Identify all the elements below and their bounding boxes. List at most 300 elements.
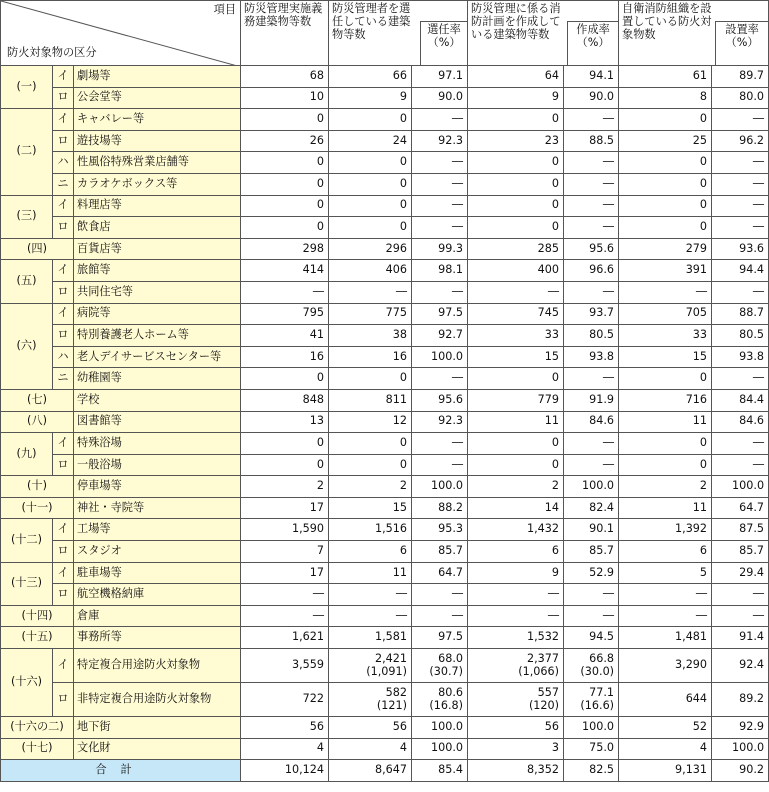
- cell-value: 94.1: [589, 68, 615, 82]
- table-cell: [712, 109, 769, 131]
- table-cell: [241, 717, 329, 739]
- category-group: (八): [1, 411, 74, 433]
- category-sub: イ: [53, 519, 74, 541]
- col-appoint-rate-label: 選任率（%）: [420, 21, 467, 65]
- cell-value: 0: [316, 435, 325, 449]
- table-cell: [564, 195, 619, 217]
- category-group: (五): [1, 260, 53, 303]
- category-name: 性風俗特殊営業店舗等: [74, 152, 241, 174]
- table-cell: [712, 717, 769, 739]
- cell-value: ―: [752, 608, 765, 622]
- table-cell: [329, 541, 412, 563]
- cell-value: 92.9: [739, 719, 765, 733]
- table-row: [1, 433, 769, 455]
- category-name: 非特定複合用途防火対象物: [74, 683, 241, 717]
- table-cell: [241, 109, 329, 131]
- cell-value: 0: [551, 457, 560, 471]
- table-cell: [712, 627, 769, 649]
- table-cell: [619, 195, 712, 217]
- table-cell: [329, 519, 412, 541]
- total-cell: 8,352: [468, 760, 564, 782]
- cell-value: 0: [551, 435, 560, 449]
- table-cell: [329, 683, 412, 717]
- cell-value: 12: [392, 414, 408, 428]
- cell-value: 0: [699, 198, 708, 212]
- cell-paren-value: (16.6): [580, 698, 615, 712]
- cell-value: 84.6: [589, 414, 615, 428]
- table-cell: [468, 238, 564, 260]
- category-group: (十四): [1, 605, 74, 627]
- cell-value: ―: [602, 176, 615, 190]
- table-cell: [329, 87, 412, 109]
- cell-value: 93.6: [739, 241, 765, 255]
- cell-value: 88.7: [739, 306, 765, 320]
- cell-value: 84.4: [739, 392, 765, 406]
- table-cell: [619, 476, 712, 498]
- table-row: [1, 627, 769, 649]
- table-cell: [412, 260, 468, 282]
- table-cell: [468, 605, 564, 627]
- total-cell: 82.5: [564, 760, 619, 782]
- total-cell: 10,124: [241, 760, 329, 782]
- col-required-header: 防災管理実施義務建築物等数: [241, 1, 329, 66]
- table-cell: [468, 195, 564, 217]
- cell-value: 11: [692, 414, 708, 428]
- table-cell: [329, 346, 412, 368]
- table-row: [1, 497, 769, 519]
- cell-value: 0: [699, 371, 708, 385]
- table-cell: [468, 389, 564, 411]
- table-cell: [241, 325, 329, 347]
- cell-value: 15: [544, 349, 560, 363]
- table-cell: [412, 584, 468, 606]
- table-cell: [468, 66, 564, 88]
- table-cell: [619, 368, 712, 390]
- table-cell: [329, 389, 412, 411]
- col-org-header: [619, 1, 769, 66]
- cell-value: 96.2: [739, 133, 765, 147]
- category-group: (十六): [1, 649, 53, 717]
- table-cell: [712, 497, 769, 519]
- cell-value: 1,621: [291, 630, 325, 644]
- cell-value: ―: [602, 371, 615, 385]
- cell-value: 100.0: [582, 719, 615, 733]
- cell-value: ―: [547, 608, 560, 622]
- category-sub: イ: [53, 66, 74, 88]
- category-name: 劇場等: [74, 66, 241, 88]
- cell-value: 0: [551, 198, 560, 212]
- table-cell: [329, 260, 412, 282]
- table-cell: [241, 683, 329, 717]
- table-row: [1, 238, 769, 260]
- cell-value: 15: [692, 349, 708, 363]
- corner-header: [1, 1, 241, 66]
- cell-value: 93.7: [589, 306, 615, 320]
- table-cell: [712, 130, 769, 152]
- cell-value: 52: [692, 719, 708, 733]
- cell-value: 6: [699, 543, 708, 557]
- table-cell: [412, 109, 468, 131]
- table-cell: [412, 66, 468, 88]
- table-cell: [619, 260, 712, 282]
- cell-value: 400: [537, 263, 560, 277]
- cell-value: ―: [602, 457, 615, 471]
- table-cell: [329, 411, 412, 433]
- category-group: (十五): [1, 627, 74, 649]
- cell-value: 90.0: [438, 90, 464, 104]
- col-appointed-header: [329, 1, 468, 66]
- category-name: 老人デイサービスセンター等: [74, 346, 241, 368]
- cell-value: ―: [695, 284, 708, 298]
- cell-value: 1,392: [675, 522, 708, 536]
- cell-value: 0: [699, 457, 708, 471]
- category-name: 工場等: [74, 519, 241, 541]
- table-cell: [564, 519, 619, 541]
- category-group: (十二): [1, 519, 53, 562]
- table-row: [1, 195, 769, 217]
- category-group: (十六の二): [1, 717, 74, 739]
- table-cell: [712, 281, 769, 303]
- cell-value: 77.1: [589, 685, 615, 699]
- cell-value: 80.0: [739, 90, 765, 104]
- cell-value: 716: [685, 392, 708, 406]
- cell-value: 298: [302, 241, 325, 255]
- cell-value: ―: [395, 284, 408, 298]
- table-row: [1, 217, 769, 239]
- cell-value: 24: [392, 133, 408, 147]
- cell-value: ―: [752, 457, 765, 471]
- cell-value: 95.6: [438, 392, 464, 406]
- cell-value: ―: [602, 608, 615, 622]
- table-cell: [712, 260, 769, 282]
- table-cell: [468, 717, 564, 739]
- category-group: (十一): [1, 497, 74, 519]
- cell-value: 90.0: [589, 90, 615, 104]
- cell-value: 92.3: [438, 133, 464, 147]
- table-row: [1, 519, 769, 541]
- table-cell: [241, 541, 329, 563]
- table-cell: [241, 411, 329, 433]
- table-cell: [619, 519, 712, 541]
- category-sub: イ: [53, 109, 74, 131]
- table-cell: [412, 433, 468, 455]
- table-cell: [619, 66, 712, 88]
- table-cell: [564, 476, 619, 498]
- cell-value: 3,559: [291, 658, 325, 672]
- cell-value: 9: [399, 90, 408, 104]
- table-cell: [412, 325, 468, 347]
- category-name: 特別養護老人ホーム等: [74, 325, 241, 347]
- cell-value: 7: [316, 543, 325, 557]
- table-cell: [468, 454, 564, 476]
- cell-value: 3: [551, 741, 560, 755]
- table-row: [1, 683, 769, 717]
- table-cell: [412, 87, 468, 109]
- table-row: [1, 346, 769, 368]
- table-cell: [712, 195, 769, 217]
- table-cell: [619, 541, 712, 563]
- table-cell: [412, 217, 468, 239]
- cell-value: 557: [537, 685, 560, 699]
- category-sub: ロ: [53, 217, 74, 239]
- table-cell: [329, 281, 412, 303]
- table-cell: [468, 433, 564, 455]
- table-cell: [468, 173, 564, 195]
- table-row: [1, 584, 769, 606]
- table-cell: [619, 303, 712, 325]
- table-cell: [329, 130, 412, 152]
- cell-value: 391: [685, 263, 708, 277]
- cell-value: 0: [399, 155, 408, 169]
- table-cell: [241, 195, 329, 217]
- cell-value: 0: [399, 176, 408, 190]
- category-sub: ロ: [53, 281, 74, 303]
- table-row: [1, 717, 769, 739]
- cell-value: 5: [699, 565, 708, 579]
- cell-value: ―: [695, 587, 708, 601]
- cell-value: 4: [699, 741, 708, 755]
- table-cell: [412, 738, 468, 760]
- cell-value: 2,421: [374, 651, 408, 665]
- category-sub: イ: [53, 260, 74, 282]
- table-cell: [564, 683, 619, 717]
- cell-value: ―: [752, 284, 765, 298]
- table-cell: [564, 152, 619, 174]
- cell-value: 0: [316, 112, 325, 126]
- cell-value: 100.0: [582, 479, 615, 493]
- cell-value: ―: [451, 198, 464, 212]
- table-cell: [241, 238, 329, 260]
- cell-value: 1,432: [527, 522, 560, 536]
- table-cell: [412, 541, 468, 563]
- table-cell: [329, 368, 412, 390]
- cell-value: 1,581: [374, 630, 408, 644]
- table-cell: [564, 497, 619, 519]
- table-cell: [712, 217, 769, 239]
- cell-value: ―: [547, 284, 560, 298]
- cell-value: 16: [309, 349, 325, 363]
- cell-value: 285: [537, 241, 560, 255]
- table-cell: [468, 346, 564, 368]
- cell-value: 56: [392, 719, 408, 733]
- col-org-label: 自衛消防組織を設置している防火対象物数: [622, 2, 712, 41]
- cell-value: 745: [537, 306, 560, 320]
- table-cell: [412, 476, 468, 498]
- cell-value: ―: [312, 587, 325, 601]
- category-group: (七): [1, 389, 74, 411]
- category-name: 旅館等: [74, 260, 241, 282]
- table-cell: [619, 433, 712, 455]
- table-row: [1, 605, 769, 627]
- category-sub: ニ: [53, 173, 74, 195]
- table-cell: [329, 454, 412, 476]
- cell-value: 0: [699, 112, 708, 126]
- table-cell: [619, 649, 712, 683]
- table-cell: [241, 303, 329, 325]
- cell-value: ―: [602, 198, 615, 212]
- cell-paren-value: (1,091): [366, 664, 408, 678]
- cell-value: 29.4: [739, 565, 765, 579]
- cell-value: 0: [316, 371, 325, 385]
- table-cell: [468, 87, 564, 109]
- table-cell: [329, 433, 412, 455]
- table-cell: [564, 411, 619, 433]
- table-cell: [468, 649, 564, 683]
- cell-value: 23: [544, 133, 560, 147]
- table-cell: [564, 66, 619, 88]
- cell-value: 0: [316, 198, 325, 212]
- table-cell: [412, 411, 468, 433]
- category-name: 学校: [74, 389, 241, 411]
- cell-value: 98.1: [438, 263, 464, 277]
- cell-value: 2,377: [527, 651, 560, 665]
- cell-value: 100.0: [732, 479, 765, 493]
- cell-value: 0: [699, 155, 708, 169]
- cell-value: 25: [692, 133, 708, 147]
- table-cell: [712, 411, 769, 433]
- table-cell: [619, 683, 712, 717]
- cell-value: 80.6: [438, 685, 464, 699]
- table-cell: [241, 454, 329, 476]
- category-name: 事務所等: [74, 627, 241, 649]
- table-cell: [329, 476, 412, 498]
- cell-paren-value: (120): [528, 698, 560, 712]
- corner-item-label: 項目: [213, 3, 237, 16]
- table-cell: [712, 584, 769, 606]
- table-cell: [619, 173, 712, 195]
- cell-value: 13: [309, 414, 325, 428]
- col-plan-rate-label: 作成率（%）: [567, 21, 618, 65]
- table-cell: [329, 738, 412, 760]
- cell-value: 95.6: [589, 241, 615, 255]
- category-sub: イ: [53, 303, 74, 325]
- category-name: 特定複合用途防火対象物: [74, 649, 241, 683]
- cell-value: 2: [551, 479, 560, 493]
- table-cell: [468, 627, 564, 649]
- cell-paren-value: (30.7): [429, 664, 464, 678]
- cell-value: ―: [752, 198, 765, 212]
- table-cell: [619, 130, 712, 152]
- category-name: 駐車場等: [74, 562, 241, 584]
- table-cell: [712, 541, 769, 563]
- table-cell: [564, 303, 619, 325]
- cell-value: ―: [451, 435, 464, 449]
- col-org-rate-label: 設置率（%）: [715, 21, 768, 65]
- table-cell: [564, 717, 619, 739]
- cell-value: 68.0: [438, 651, 464, 665]
- cell-value: 2: [699, 479, 708, 493]
- table-cell: [241, 152, 329, 174]
- cell-value: 75.0: [589, 741, 615, 755]
- category-name: 飲食店: [74, 217, 241, 239]
- table-cell: [412, 717, 468, 739]
- table-cell: [564, 130, 619, 152]
- table-row: [1, 66, 769, 88]
- table-cell: [241, 433, 329, 455]
- cell-value: 1,590: [291, 522, 325, 536]
- cell-value: 87.5: [739, 522, 765, 536]
- table-cell: [564, 173, 619, 195]
- table-cell: [241, 519, 329, 541]
- category-group: (十三): [1, 562, 53, 605]
- table-cell: [619, 605, 712, 627]
- cell-value: 56: [309, 719, 325, 733]
- cell-value: 92.4: [739, 658, 765, 672]
- table-row: [1, 152, 769, 174]
- table-row: [1, 389, 769, 411]
- table-cell: [412, 303, 468, 325]
- table-cell: [329, 717, 412, 739]
- cell-value: 15: [392, 500, 408, 514]
- cell-value: 94.4: [739, 263, 765, 277]
- table-cell: [619, 346, 712, 368]
- table-cell: [619, 454, 712, 476]
- cell-value: 4: [316, 741, 325, 755]
- table-row: [1, 325, 769, 347]
- table-cell: [564, 433, 619, 455]
- table-cell: [329, 152, 412, 174]
- total-cell: 9,131: [619, 760, 712, 782]
- table-cell: [619, 389, 712, 411]
- table-cell: [241, 368, 329, 390]
- table-cell: [241, 87, 329, 109]
- table-cell: [241, 217, 329, 239]
- table-cell: [412, 683, 468, 717]
- cell-value: ―: [395, 587, 408, 601]
- cell-value: 296: [385, 241, 408, 255]
- cell-value: 0: [399, 435, 408, 449]
- cell-value: 85.7: [589, 543, 615, 557]
- table-cell: [564, 584, 619, 606]
- table-cell: [468, 281, 564, 303]
- cell-value: 9: [551, 90, 560, 104]
- cell-value: 0: [551, 112, 560, 126]
- category-name: 文化財: [74, 738, 241, 760]
- total-cell: 85.4: [412, 760, 468, 782]
- cell-value: 17: [309, 565, 325, 579]
- table-cell: [712, 325, 769, 347]
- cell-value: 0: [551, 220, 560, 234]
- cell-value: 66: [392, 68, 408, 82]
- table-cell: [468, 476, 564, 498]
- cell-value: 89.2: [739, 692, 765, 706]
- category-name: 共同住宅等: [74, 281, 241, 303]
- cell-value: 66.8: [589, 651, 615, 665]
- table-cell: [412, 497, 468, 519]
- category-group: (一): [1, 66, 53, 109]
- cell-value: ―: [451, 457, 464, 471]
- cell-value: 0: [551, 155, 560, 169]
- cell-value: 100.0: [431, 479, 464, 493]
- col-appointed-label: 防災管理者を選任している建築物等数: [332, 2, 411, 41]
- cell-value: 100.0: [732, 741, 765, 755]
- cell-value: ―: [695, 608, 708, 622]
- table-cell: [468, 303, 564, 325]
- cell-value: ―: [602, 284, 615, 298]
- table-cell: [412, 195, 468, 217]
- category-name: 特殊浴場: [74, 433, 241, 455]
- cell-value: ―: [451, 587, 464, 601]
- category-sub: ニ: [53, 368, 74, 390]
- cell-value: 96.6: [589, 263, 615, 277]
- table-cell: [329, 562, 412, 584]
- category-name: 倉庫: [74, 605, 241, 627]
- cell-value: 6: [399, 543, 408, 557]
- cell-value: 95.3: [438, 522, 464, 536]
- cell-value: 0: [399, 220, 408, 234]
- category-sub: ロ: [53, 454, 74, 476]
- table-body: [1, 66, 769, 760]
